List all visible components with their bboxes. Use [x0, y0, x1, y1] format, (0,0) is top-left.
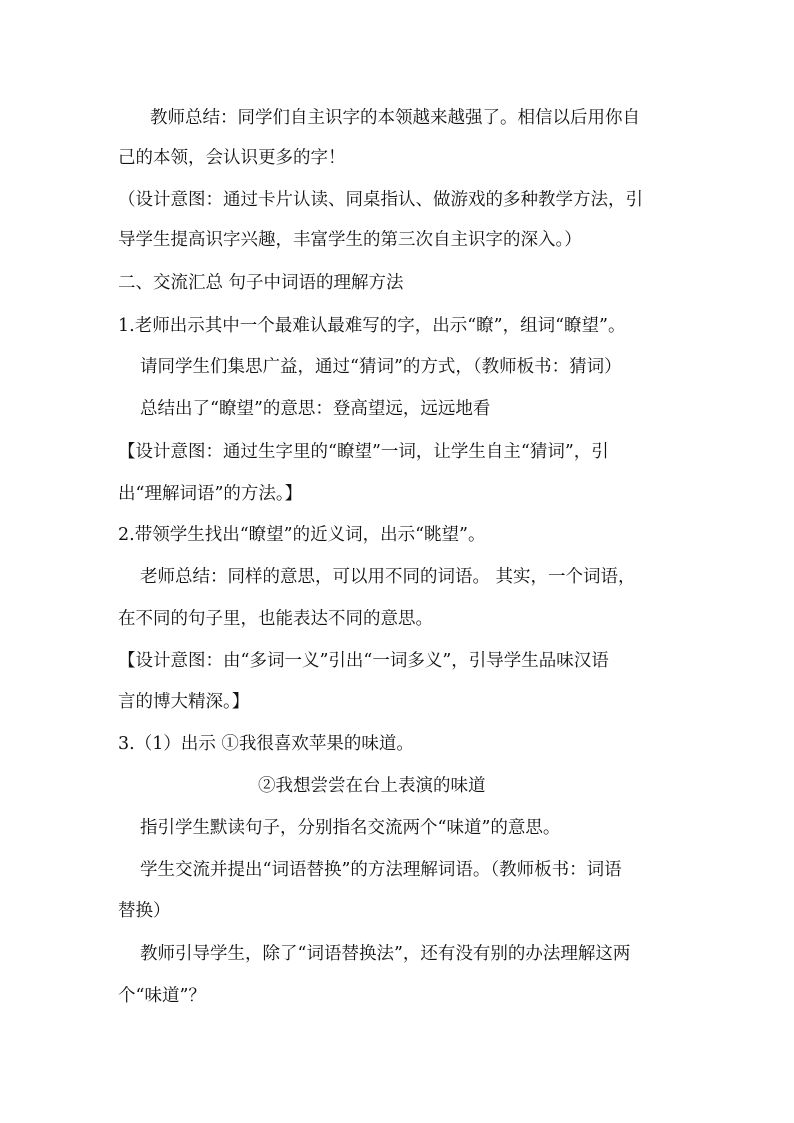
text-line-8: 总结出了“瞭望”的意思：登高望远，远远地看	[140, 399, 491, 419]
text-line-21: 教师引导学生，除了“词语替换法”，还有没有别的办法理解这两	[140, 944, 631, 964]
text-line-1: 教师总结：同学们自主识字的本领越来越强了。相信以后用你自	[150, 108, 640, 128]
text-line-14: 【设计意图：由“多词一义”引出“一词多义”，引导学生品味汉语	[118, 651, 609, 671]
text-line-6: 1.老师出示其中一个最难认最难写的字，出示“瞭”，组词“瞭望”。	[118, 316, 626, 336]
text-line-16: 3.（1）出示 ①我很喜欢苹果的味道。	[118, 734, 414, 754]
text-line-15: 言的博大精深。】	[118, 692, 250, 712]
text-line-12: 老师总结：同样的意思，可以用不同的词语。 其实，一个词语，	[140, 567, 636, 587]
text-line-11: 2.带领学生找出“瞭望”的近义词，出示“眺望”。	[118, 525, 486, 545]
text-line-4: 导学生提高识字兴趣，丰富学生的第三次自主识字的深入。）	[118, 230, 582, 250]
text-line-13: 在不同的句子里，也能表达不同的意思。	[118, 609, 433, 629]
text-line-2: 己的本领，会认识更多的字！	[118, 148, 346, 168]
text-line-17: ②我想尝尝在台上表演的味道	[258, 776, 486, 796]
text-line-10: 出“理解词语”的方法。】	[118, 484, 303, 504]
text-line-22: 个“味道”？	[118, 986, 206, 1006]
text-line-18: 指引学生默读句子，分别指名交流两个“味道”的意思。	[140, 818, 561, 838]
section-heading: 二、交流汇总 句子中词语的理解方法	[118, 273, 404, 293]
text-line-7: 请同学生们集思广益，通过“猜词”的方式，（教师板书：猜词）	[140, 357, 622, 377]
text-line-3: （设计意图：通过卡片认读、同桌指认、做游戏的多种教学方法，引	[118, 190, 643, 210]
text-line-20: 替换）	[118, 901, 171, 921]
text-line-9: 【设计意图：通过生字里的“瞭望”一词，让学生自主“猜词”，引	[118, 442, 609, 462]
text-line-19: 学生交流并提出“词语替换”的方法理解词语。（教师板书：词语	[140, 860, 622, 880]
